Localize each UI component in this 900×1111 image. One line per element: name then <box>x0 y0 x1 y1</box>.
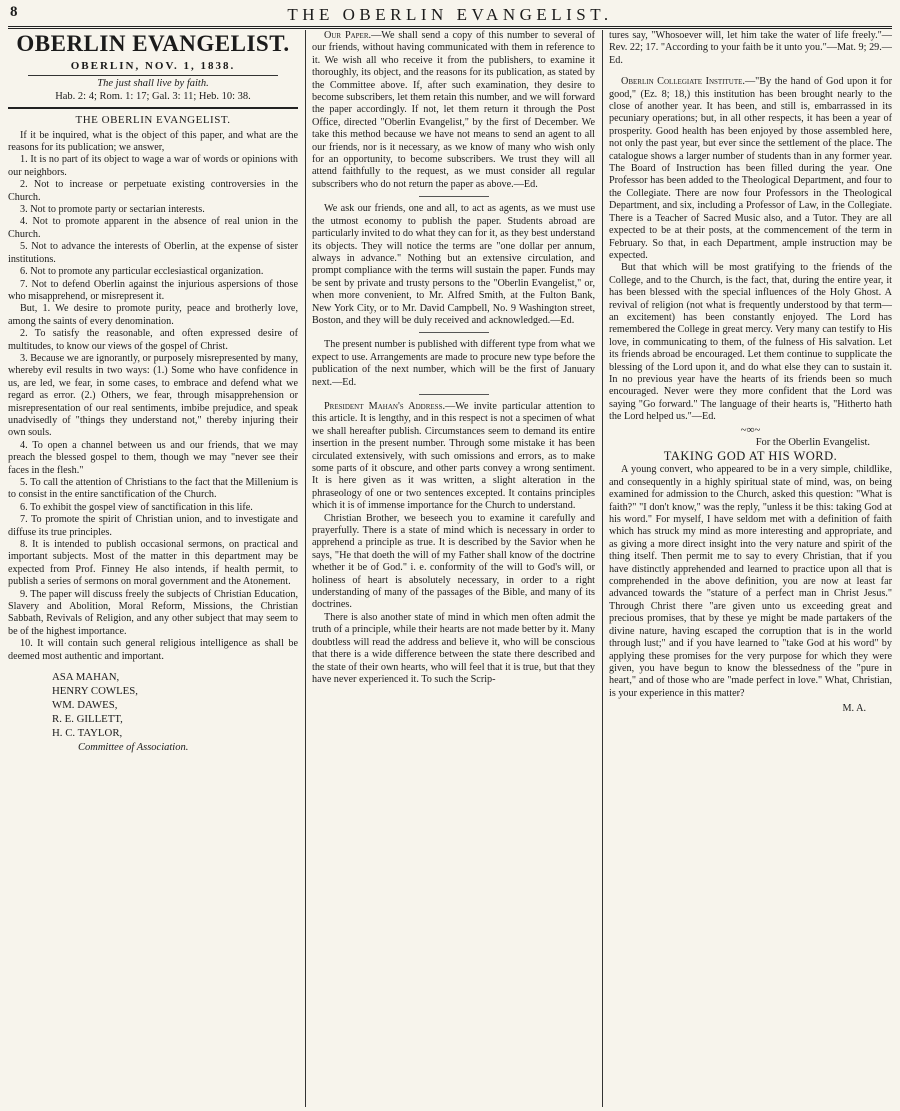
journal-title: THE OBERLIN EVANGELIST. <box>287 5 613 24</box>
prospectus-paragraph: But, 1. We desire to promote purity, peace and brotherly love, among the saints of every denomination. <box>8 303 298 327</box>
agents-notice: We ask our friends, one and all, to act as agents, as we must use the utmost economy to publish the paper. Students abroad are particularly invited to do what they can for it, as they best understand its objects. They will notice the terms are "one dollar per annum, always in advance." Nothing but an extensive circulation, and prompt compliance with the terms will sustain the paper. Funds may be sent by private and trusty persons to the "Oberlin Evangelist," or, when more convenient, to Mr. Alfred Smith, at the Fulton Bank, New York City, or to Mr. David Campbell, No. 9 Washington street, Boston, and they will be duly received and acknowledged.—Ed. <box>312 203 595 326</box>
section-rule <box>419 394 489 395</box>
page-number: 8 <box>10 4 18 20</box>
prospectus-paragraph: 2. To satisfy the reasonable, and often expressed desire of multitudes, to know our views of the gospel of Christ. <box>8 328 298 352</box>
prospectus-paragraph: 8. It is intended to publish occasional sermons, on practical and important subjects. Most of the matter in this department may be expected from Prof. Finney He also intends, if health permit, to publish a series of sermons on moral government and the Atonement. <box>8 539 298 588</box>
another-state-paragraph: There is also another state of mind in which men often admit the truth of a principle, while their hearts are not made better by it. Many doubtless will read the address and believe it, who will be conscious that there is a wide difference between the state there described and the state of their own hearts, who will feel that it is true, but that they have never experienced it. To such the Scrip- <box>312 611 595 685</box>
prospectus-paragraph: 6. To exhibit the gospel view of sanctification in this life. <box>20 501 253 513</box>
signatory-name: WM. DAWES, <box>52 699 118 712</box>
prospectus-paragraph: 2. Not to increase or perpetuate existing controversies in the Church. <box>8 179 298 203</box>
prospectus-paragraph: 3. Not to promote party or sectarian interests. <box>20 204 205 216</box>
dateline: OBERLIN, NOV. 1, 1838. <box>70 60 236 72</box>
signatory-name: R. E. GILLETT, <box>52 713 123 726</box>
for-line: For the Oberlin Evangelist. <box>755 436 870 448</box>
institute-article <box>609 76 892 262</box>
our-paper-article <box>312 30 595 191</box>
prospectus-paragraph: 5. To call the attention of Christians to the fact that the Millenium is to consist in the entire sanctification of the Church. <box>8 477 298 501</box>
address-lead: President Mahan's Address. <box>324 400 446 412</box>
signatory-name: H. C. TAYLOR, <box>52 727 123 740</box>
article-columns <box>8 30 892 1107</box>
motto: The just shall live by faith. <box>97 78 209 90</box>
masthead-divider <box>8 107 298 109</box>
author-initials: M. A. <box>842 703 866 715</box>
running-header <box>8 4 892 29</box>
motto-references: Hab. 2: 4; Rom. 1: 17; Gal. 3: 11; Heb. 10: 38. <box>55 90 251 102</box>
institute-text: —"By the hand of God upon it for good," (Ez. 8; 18,) this institution has been brought nearly to the close of another year. It has been, and still is, embarrassed in its pecuniary operations; but, in all other respects, it has been a year of prosperity. Good health has been enjoyed by those assembled here, not only the past year, but ever since the settlement of the place. The catalogue shows a larger number of students than in any former year. The Board of Instruction has been filled during the year. One Professor has been added to the Theological Department, and four to the Collegiate. There are now four Professors in the Theological Department, and six, including a Professor of Law, in the Collegiate. There is a Teacher of Sacred Music also, and a Tutor. They are all expected to be at their posts, at the commencement of the term in February. So that, in each Department, ample instruction may be expected. <box>609 76 892 261</box>
prospectus-paragraph: 3. Because we are ignorantly, or purposely misrepresented by many, whereby evil results in two ways: (1.) Some who have confidence in us, are led, we fear, in some cases, to embrace and defend what we regard as error. (2.) Others, we fear, through misapprehension or misrepresentation of our real sentiments, imbibe prejudice, and speak unadvisedly of "things they understand not," thereby injuring their own souls. <box>8 352 298 439</box>
article-heading: THE OBERLIN EVANGELIST. <box>75 114 231 127</box>
our-paper-lead: Our Paper. <box>324 30 372 41</box>
ornament-divider: ~∞~ <box>740 423 761 436</box>
institute-lead: Oberlin Collegiate Institute. <box>621 76 745 88</box>
prospectus-paragraph: 5. Not to advance the interests of Oberlin, at the expense of sister institutions. <box>8 241 298 265</box>
brother-paragraph: Christian Brother, we beseech you to examine it carefully and prayerfully. There is a state of mind which is necessary in order to apprehend a principle as true. It is described by the Savior when he says, "He that doeth the will of my Father shall know of the doctrine whether it be of God." i. e. conformity of the will to God's will, or holiness of heart is absolutely necessary, in order to a right understanding of many of the passages of the Bible, and many of its doctrines. <box>312 512 595 611</box>
address-text: —We invite particular attention to this article. It is lengthy, and in this respect is not a specimen of what we shall hereafter publish. Circumstances seem to demand its entire insertion in the present number. Through some mistake it has been circulated extensively, with such omissions and errors, as to make some parts of it obscure, and other parts convey a wrong sentiment. It is here given as it was written, a slight alteration in the phraseology of one or two sentences excepted. It contains principles which it is of immense importance for the Church to understand. <box>312 400 595 512</box>
signatory-name: HENRY COWLES, <box>52 685 138 698</box>
column-right <box>609 30 892 1107</box>
column-left <box>8 30 298 1107</box>
prospectus-paragraph: 7. Not to defend Oberlin against the injurious aspersions of those who misapprehend, or misrepresent it. <box>8 278 298 302</box>
prospectus-paragraph: 1. It is no part of its object to wage a war of words or opinions with our neighbors. <box>8 154 298 178</box>
prospectus-body <box>8 130 298 663</box>
continuation-text: tures say, "Whosoever will, let him take the water of life freely."—Rev. 22; 17. "According to your faith be it unto you."—Mat. 9; 29.—Ed. <box>609 30 892 66</box>
column-divider <box>602 30 603 1107</box>
section-rule <box>419 196 489 197</box>
column-middle <box>312 30 595 1107</box>
article-heading: TAKING GOD AT HIS WORD. <box>663 449 838 463</box>
masthead-rule <box>28 75 278 76</box>
gratifying-paragraph: But that which will be most gratifying to the friends of the College, and to the Church, is the fact, that, during the entire year, it has been blessed with the special influences of the Holy Ghost. A revival of religion (not what is frequently understood by that term—an excitement) has been constantly enjoyed. The Lord has remembered the College in great mercy. Very many can testify to His love, in communicating to them, of the fulness of His salvation. Let its friends abroad be encouraged. Let them continue to supplicate the blessing of the Lord upon it, and do what else they can to sustain it. In no previous year have the hearts of its friends been so much encouraged. Never were they more confident that the Lord was saying "Go forward." The language of their hearts is, "Hitherto hath the Lord helped us."—Ed. <box>609 262 892 423</box>
signature-caption: Committee of Association. <box>78 742 189 754</box>
prospectus-paragraph: 10. It will contain such general religious intelligence as shall be deemed most authentic and important. <box>8 638 298 662</box>
address-article <box>312 401 595 513</box>
prospectus-paragraph: 7. To promote the spirit of Christian union, and to investigate and diffuse its true principles. <box>8 514 298 538</box>
signatory-name: ASA MAHAN, <box>52 671 120 684</box>
prospectus-paragraph: 4. Not to promote apparent in the absence of real union in the Church. <box>8 216 298 240</box>
prospectus-paragraph: 4. To open a channel between us and our friends, that we may preach the blessed gospel to them, though we may "never see their faces in the flesh." <box>8 439 298 476</box>
prospectus-paragraph: 6. Not to promote any particular ecclesiastical organization. <box>20 266 264 278</box>
signatories <box>52 670 298 740</box>
prospectus-paragraph: 9. The paper will discuss freely the subjects of Christian Education, Slavery and Abolition, Moral Reform, Missions, the Christian Sabbath, Revivals of Religion, and any other subject that may seem to be of the highest importance. <box>8 588 298 637</box>
story-paragraph: A young convert, who appeared to be in a very simple, childlike, and consequently in a highly spiritual state of mind, was, on being examined for admission to the Church, asked this question: "What is faith?" "I don't know," was the reply, "unless it be this: taking God at his word." For myself, I have seldom met with a definition of faith which has struck my mind as more interesting and appropriate, and as giving a more direct insight into the very nature and spirit of the thing itself. Then permit me to say to every Christian, that if you have distinctly apprehended and learned to practice upon all that is comprehended in the above definition, you are now at least far advanced towards the "stature of a perfect man in Christ Jesus." Through Christ there "are given unto us exceeding great and precious promises, that by these ye might be made partakers of the divine nature, having escaped the corruption that is in the world through lust;" and if you have learned to "take God at his word" by applying these promises for the very purpose for which they were given, you have begun to know the blessedness of the "pure in heart," and of those who are "made perfect in love." What, Christian, is your experience in this matter? <box>609 464 892 699</box>
type-notice: The present number is published with different type from what we expect to use. Arrangements are made to procure new type before the publication of the next number, which will be the first of January next.—Ed. <box>312 339 595 388</box>
our-paper-text: —We shall send a copy of this number to several of our friends, without having communicated with them in reference to it. We wish all who receive it from the publishers, to examine it thoroughly, its object, and the reasons for its publication, as stated by the Committee above. If, after such examination, they desire to become subscribers, let them retain this number, and we will forward the paper accordingly. If not, let them return it through the Post Office, directed "Oberlin Evangelist," by the first of December. We take this method because we have not means to send an agent to all our friends, nor is it necessary, as we know of many who wish only for an opportunity, to become subscribers. We trust they will all attend faithfully to the request, as we must consider all regular subscribers who do not return the paper as above.—Ed. <box>312 30 595 190</box>
section-rule <box>419 332 489 333</box>
prospectus-paragraph: If it be inquired, what is the object of this paper, and what are the reasons for its publication; we answer, <box>8 129 298 154</box>
column-divider <box>305 30 306 1107</box>
masthead-title: OBERLIN EVANGELIST. <box>16 31 290 56</box>
